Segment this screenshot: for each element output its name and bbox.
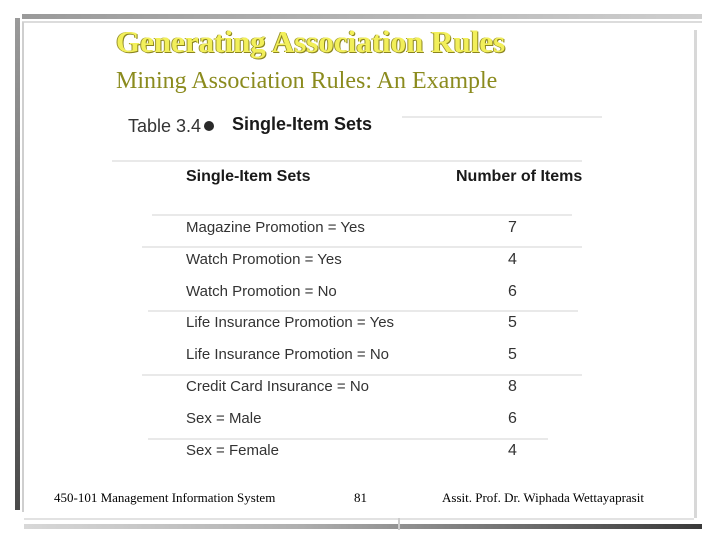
column-header-sets: Single-Item Sets (186, 168, 311, 185)
frame-top-line (22, 21, 702, 23)
item-set-cell: Life Insurance Promotion = No (186, 346, 390, 363)
item-set-cell: Credit Card Insurance = No (186, 378, 370, 395)
item-set-cell: Sex = Female (186, 442, 279, 459)
table-caption-title: Single-Item Sets (232, 114, 373, 134)
bleed-through-line (152, 214, 572, 216)
item-count-cell: 4 (508, 251, 517, 268)
item-set-cell: Life Insurance Promotion = Yes (186, 314, 395, 331)
item-count-cell: 4 (508, 442, 517, 459)
frame-bottom-line (24, 518, 694, 520)
table-row (186, 410, 546, 442)
frame-top-bar (22, 14, 702, 19)
item-set-cell: Sex = Male (186, 410, 262, 427)
frame-left-line (22, 22, 24, 512)
item-count-cell: 5 (508, 314, 517, 331)
frame-right-line (694, 30, 697, 518)
item-count-cell: 5 (508, 346, 517, 363)
footer-author: Assit. Prof. Dr. Wiphada Wettayaprasit (442, 490, 644, 505)
item-set-cell: Watch Promotion = No (186, 283, 337, 300)
table-row (186, 251, 546, 283)
table-caption-number: Table 3.4 (128, 116, 202, 136)
table-row (186, 314, 546, 346)
bullet-icon (204, 121, 214, 131)
footer-page-number: 81 (354, 490, 367, 505)
bleed-through-line (112, 160, 582, 162)
table-row (186, 378, 546, 410)
item-count-cell: 8 (508, 378, 517, 395)
frame-notch (398, 518, 400, 530)
table-row (186, 283, 546, 315)
table-row (186, 442, 546, 474)
item-set-cell: Magazine Promotion = Yes (186, 219, 365, 236)
footer-course: 450-101 Management Information System (54, 490, 276, 505)
column-header-count: Number of Items (456, 168, 583, 185)
item-set-cell: Watch Promotion = Yes (186, 251, 342, 268)
item-count-cell: 6 (508, 410, 517, 427)
slide-subtitle: Mining Association Rules: An Example (116, 68, 498, 94)
frame-bottom-bar (24, 524, 702, 529)
item-count-cell: 7 (508, 219, 517, 236)
table-row (186, 346, 546, 378)
frame-left-bar (15, 18, 20, 510)
table-row (186, 219, 546, 251)
slide-title: Generating Association Rules (116, 24, 506, 59)
item-count-cell: 6 (508, 283, 517, 300)
bleed-through-line (402, 116, 602, 118)
